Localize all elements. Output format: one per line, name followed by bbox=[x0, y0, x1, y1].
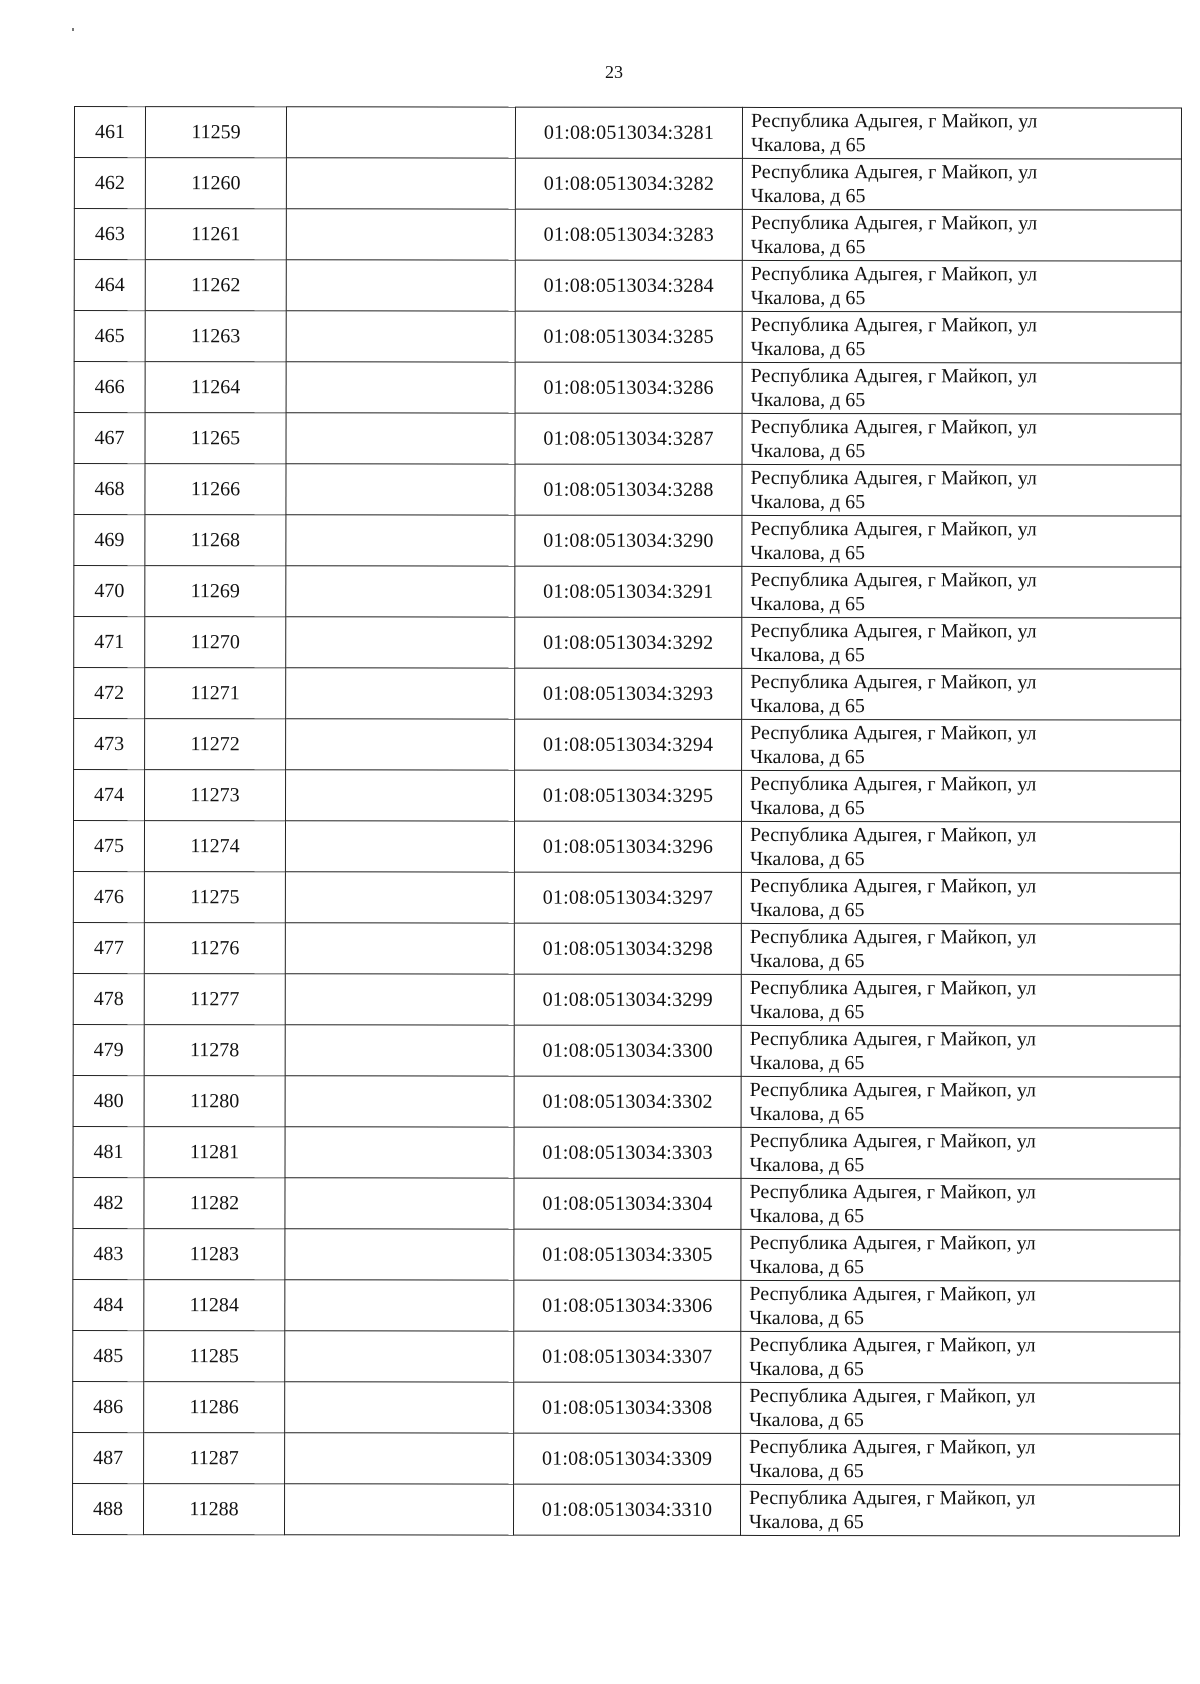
row-number-cell: 480 bbox=[73, 1075, 144, 1126]
address-line-1: Республика Адыгея, г Майкоп, ул bbox=[749, 1333, 1036, 1357]
row-number-cell: 488 bbox=[73, 1483, 144, 1534]
cadastral-number-cell: 01:08:0513034:3283 bbox=[515, 209, 742, 260]
address-cell bbox=[741, 923, 1180, 975]
row-number-cell: 476 bbox=[73, 871, 144, 922]
object-id-cell: 11271 bbox=[145, 668, 286, 719]
address-cell bbox=[742, 464, 1181, 516]
empty-cell bbox=[285, 1076, 514, 1127]
address-line-1: Республика Адыгея, г Майкоп, ул bbox=[749, 925, 1037, 949]
address-cell bbox=[742, 719, 1181, 771]
address-cell bbox=[741, 974, 1180, 1026]
table-row bbox=[74, 413, 1181, 466]
cadastral-number-cell: 01:08:0513034:3302 bbox=[514, 1076, 741, 1127]
address-cell bbox=[741, 1178, 1180, 1230]
address-cell bbox=[742, 362, 1181, 414]
address-line-1: Республика Адыгея, г Майкоп, ул bbox=[750, 670, 1037, 694]
object-id-cell: 11276 bbox=[144, 923, 285, 974]
address-cell bbox=[742, 260, 1181, 312]
registry-table-body bbox=[73, 107, 1182, 1537]
cadastral-number-cell: 01:08:0513034:3295 bbox=[515, 770, 742, 821]
table-row bbox=[73, 973, 1180, 1026]
address-line-1: Республика Адыгея, г Майкоп, ул bbox=[749, 874, 1037, 898]
address-line-2: Чкалова, д 65 bbox=[749, 1051, 865, 1075]
address-line-2: Чкалова, д 65 bbox=[750, 643, 865, 667]
object-id-cell: 11283 bbox=[144, 1229, 285, 1280]
cadastral-number-cell: 01:08:0513034:3296 bbox=[514, 821, 741, 872]
empty-cell bbox=[286, 668, 515, 719]
empty-cell bbox=[286, 515, 515, 566]
object-id-cell: 11284 bbox=[144, 1280, 285, 1331]
object-id-cell: 11265 bbox=[145, 413, 286, 464]
cadastral-number-cell: 01:08:0513034:3281 bbox=[515, 107, 742, 158]
address-line-2: Чкалова, д 65 bbox=[749, 1000, 865, 1024]
address-line-2: Чкалова, д 65 bbox=[750, 184, 866, 208]
address-line-2: Чкалова, д 65 bbox=[750, 694, 865, 718]
cadastral-number-cell: 01:08:0513034:3307 bbox=[514, 1331, 741, 1382]
object-id-cell: 11282 bbox=[144, 1178, 285, 1229]
address-line-2: Чкалова, д 65 bbox=[749, 1459, 864, 1483]
address-line-1: Республика Адыгея, г Майкоп, ул bbox=[749, 1486, 1036, 1510]
row-number-cell: 483 bbox=[73, 1228, 144, 1279]
cadastral-number-cell: 01:08:0513034:3294 bbox=[515, 719, 742, 770]
row-number-cell: 469 bbox=[74, 515, 145, 566]
registry-table bbox=[72, 106, 1182, 1537]
empty-cell bbox=[286, 311, 515, 362]
empty-cell bbox=[286, 770, 515, 821]
cadastral-number-cell: 01:08:0513034:3299 bbox=[514, 974, 741, 1025]
empty-cell bbox=[285, 821, 514, 872]
cadastral-number-cell: 01:08:0513034:3303 bbox=[514, 1127, 741, 1178]
object-id-cell: 11274 bbox=[144, 821, 285, 872]
address-cell bbox=[741, 821, 1180, 873]
object-id-cell: 11270 bbox=[145, 617, 286, 668]
address-line-1: Республика Адыгея, г Майкоп, ул bbox=[750, 109, 1038, 133]
address-cell bbox=[742, 668, 1181, 720]
empty-cell bbox=[286, 209, 515, 260]
empty-cell bbox=[286, 719, 515, 770]
cadastral-number-cell: 01:08:0513034:3305 bbox=[514, 1229, 741, 1280]
cadastral-number-cell: 01:08:0513034:3304 bbox=[514, 1178, 741, 1229]
table-row bbox=[73, 1483, 1180, 1536]
address-cell bbox=[742, 515, 1181, 567]
table-row bbox=[74, 566, 1181, 619]
empty-cell bbox=[285, 923, 514, 974]
address-line-1: Республика Адыгея, г Майкоп, ул bbox=[750, 262, 1038, 286]
empty-cell bbox=[286, 617, 515, 668]
address-line-1: Республика Адыгея, г Майкоп, ул bbox=[750, 415, 1037, 439]
empty-cell bbox=[285, 1433, 514, 1484]
table-row bbox=[73, 871, 1180, 924]
cadastral-number-cell: 01:08:0513034:3285 bbox=[515, 311, 742, 362]
object-id-cell: 11259 bbox=[145, 107, 286, 158]
table-row bbox=[74, 209, 1181, 262]
address-line-1: Республика Адыгея, г Майкоп, ул bbox=[749, 976, 1037, 1000]
object-id-cell: 11260 bbox=[145, 158, 286, 209]
row-number-cell: 465 bbox=[74, 311, 145, 362]
table-row bbox=[73, 1024, 1180, 1077]
table-row bbox=[74, 107, 1181, 160]
row-number-cell: 481 bbox=[73, 1126, 144, 1177]
table-row bbox=[74, 362, 1181, 415]
row-number-cell: 464 bbox=[74, 260, 145, 311]
row-number-cell: 468 bbox=[74, 464, 145, 515]
address-line-1: Республика Адыгея, г Майкоп, ул bbox=[750, 517, 1037, 541]
address-line-1: Республика Адыгея, г Майкоп, ул bbox=[750, 466, 1037, 490]
object-id-cell: 11281 bbox=[144, 1127, 285, 1178]
address-line-2: Чкалова, д 65 bbox=[750, 286, 866, 310]
address-line-1: Республика Адыгея, г Майкоп, ул bbox=[750, 313, 1038, 337]
address-cell bbox=[741, 1331, 1180, 1383]
address-line-2: Чкалова, д 65 bbox=[750, 388, 866, 412]
empty-cell bbox=[286, 413, 515, 464]
table-row bbox=[73, 1126, 1180, 1179]
cadastral-number-cell: 01:08:0513034:3287 bbox=[515, 413, 742, 464]
address-line-2: Чкалова, д 65 bbox=[749, 1204, 865, 1228]
cadastral-number-cell: 01:08:0513034:3300 bbox=[514, 1025, 741, 1076]
object-id-cell: 11286 bbox=[144, 1382, 285, 1433]
table-row bbox=[74, 311, 1181, 364]
row-number-cell: 461 bbox=[74, 107, 145, 158]
address-line-1: Республика Адыгея, г Майкоп, ул bbox=[750, 721, 1037, 745]
cadastral-number-cell: 01:08:0513034:3308 bbox=[514, 1382, 741, 1433]
object-id-cell: 11262 bbox=[145, 260, 286, 311]
address-cell bbox=[741, 1127, 1180, 1179]
row-number-cell: 486 bbox=[73, 1381, 144, 1432]
address-line-1: Республика Адыгея, г Майкоп, ул bbox=[749, 1384, 1036, 1408]
cadastral-number-cell: 01:08:0513034:3297 bbox=[514, 872, 741, 923]
object-id-cell: 11275 bbox=[144, 872, 285, 923]
table-row bbox=[74, 158, 1181, 211]
cadastral-number-cell: 01:08:0513034:3310 bbox=[514, 1484, 741, 1535]
address-line-2: Чкалова, д 65 bbox=[749, 898, 865, 922]
address-line-2: Чкалова, д 65 bbox=[749, 847, 865, 871]
empty-cell bbox=[286, 362, 515, 413]
row-number-cell: 478 bbox=[73, 973, 144, 1024]
table-row bbox=[73, 1330, 1180, 1383]
empty-cell bbox=[285, 872, 514, 923]
table-row bbox=[73, 1381, 1180, 1434]
address-cell bbox=[742, 413, 1181, 465]
row-number-cell: 479 bbox=[73, 1024, 144, 1075]
address-cell bbox=[741, 1076, 1180, 1128]
empty-cell bbox=[285, 1127, 514, 1178]
empty-cell bbox=[286, 566, 515, 617]
address-line-1: Республика Адыгея, г Майкоп, ул bbox=[749, 823, 1037, 847]
address-cell bbox=[742, 209, 1181, 261]
address-line-1: Республика Адыгея, г Майкоп, ул bbox=[750, 568, 1037, 592]
row-number-cell: 462 bbox=[74, 158, 145, 209]
address-line-1: Республика Адыгея, г Майкоп, ул bbox=[750, 772, 1037, 796]
address-line-2: Чкалова, д 65 bbox=[749, 1255, 865, 1279]
table-row bbox=[74, 464, 1181, 517]
empty-cell bbox=[286, 107, 515, 158]
object-id-cell: 11278 bbox=[144, 1025, 285, 1076]
object-id-cell: 11280 bbox=[144, 1076, 285, 1127]
empty-cell bbox=[285, 1331, 514, 1382]
address-line-2: Чкалова, д 65 bbox=[749, 1306, 865, 1330]
table-row bbox=[74, 617, 1181, 670]
empty-cell bbox=[285, 1484, 514, 1535]
row-number-cell: 470 bbox=[74, 566, 145, 617]
address-line-1: Республика Адыгея, г Майкоп, ул bbox=[749, 1129, 1036, 1153]
empty-cell bbox=[286, 464, 515, 515]
table-row bbox=[74, 719, 1181, 772]
object-id-cell: 11269 bbox=[145, 566, 286, 617]
row-number-cell: 471 bbox=[74, 617, 145, 668]
object-id-cell: 11268 bbox=[145, 515, 286, 566]
address-cell bbox=[741, 1382, 1180, 1434]
table-row bbox=[73, 1075, 1180, 1128]
table-row bbox=[74, 668, 1181, 721]
address-line-2: Чкалова, д 65 bbox=[749, 1510, 864, 1534]
page-number: 23 bbox=[605, 62, 623, 82]
address-line-2: Чкалова, д 65 bbox=[750, 235, 866, 259]
empty-cell bbox=[285, 974, 514, 1025]
address-line-1: Республика Адыгея, г Майкоп, ул bbox=[750, 211, 1038, 235]
scan-speck bbox=[72, 28, 74, 31]
cadastral-number-cell: 01:08:0513034:3291 bbox=[515, 566, 742, 617]
address-line-2: Чкалова, д 65 bbox=[750, 337, 866, 361]
table-row bbox=[73, 1279, 1180, 1332]
object-id-cell: 11263 bbox=[145, 311, 286, 362]
address-line-2: Чкалова, д 65 bbox=[750, 490, 866, 514]
object-id-cell: 11261 bbox=[145, 209, 286, 260]
address-cell bbox=[742, 566, 1181, 618]
address-line-1: Республика Адыгея, г Майкоп, ул bbox=[749, 1435, 1036, 1459]
cadastral-number-cell: 01:08:0513034:3306 bbox=[514, 1280, 741, 1331]
cadastral-number-cell: 01:08:0513034:3290 bbox=[515, 515, 742, 566]
address-line-2: Чкалова, д 65 bbox=[750, 796, 865, 820]
cadastral-number-cell: 01:08:0513034:3292 bbox=[515, 617, 742, 668]
empty-cell bbox=[286, 260, 515, 311]
table-row bbox=[73, 922, 1180, 975]
cadastral-number-cell: 01:08:0513034:3288 bbox=[515, 464, 742, 515]
object-id-cell: 11272 bbox=[145, 719, 286, 770]
address-line-2: Чкалова, д 65 bbox=[750, 439, 866, 463]
address-line-1: Республика Адыгея, г Майкоп, ул bbox=[749, 1027, 1037, 1051]
empty-cell bbox=[285, 1178, 514, 1229]
row-number-cell: 475 bbox=[73, 821, 144, 872]
address-cell bbox=[742, 107, 1181, 159]
table-row bbox=[74, 770, 1181, 823]
address-line-1: Республика Адыгея, г Майкоп, ул bbox=[750, 160, 1038, 184]
address-line-2: Чкалова, д 65 bbox=[749, 1357, 864, 1381]
cadastral-number-cell: 01:08:0513034:3286 bbox=[515, 362, 742, 413]
address-cell bbox=[741, 1484, 1180, 1536]
object-id-cell: 11288 bbox=[144, 1484, 285, 1535]
object-id-cell: 11266 bbox=[145, 464, 286, 515]
address-line-2: Чкалова, д 65 bbox=[749, 1102, 865, 1126]
row-number-cell: 482 bbox=[73, 1177, 144, 1228]
address-line-1: Республика Адыгея, г Майкоп, ул bbox=[750, 619, 1037, 643]
address-line-2: Чкалова, д 65 bbox=[749, 949, 865, 973]
address-cell bbox=[742, 770, 1181, 822]
address-cell bbox=[742, 158, 1181, 210]
object-id-cell: 11277 bbox=[144, 974, 285, 1025]
empty-cell bbox=[285, 1025, 514, 1076]
address-cell bbox=[742, 617, 1181, 669]
empty-cell bbox=[285, 1280, 514, 1331]
row-number-cell: 484 bbox=[73, 1279, 144, 1330]
empty-cell bbox=[285, 1229, 514, 1280]
address-line-2: Чкалова, д 65 bbox=[750, 592, 866, 616]
object-id-cell: 11264 bbox=[145, 362, 286, 413]
address-cell bbox=[742, 311, 1181, 363]
empty-cell bbox=[285, 1382, 514, 1433]
address-line-2: Чкалова, д 65 bbox=[750, 133, 866, 157]
table-row bbox=[73, 1432, 1180, 1485]
address-line-1: Республика Адыгея, г Майкоп, ул bbox=[749, 1180, 1036, 1204]
table-row bbox=[74, 515, 1181, 568]
table-row bbox=[73, 821, 1180, 874]
cadastral-number-cell: 01:08:0513034:3293 bbox=[515, 668, 742, 719]
row-number-cell: 474 bbox=[74, 770, 145, 821]
row-number-cell: 485 bbox=[73, 1330, 144, 1381]
cadastral-number-cell: 01:08:0513034:3298 bbox=[514, 923, 741, 974]
object-id-cell: 11287 bbox=[144, 1433, 285, 1484]
address-line-2: Чкалова, д 65 bbox=[750, 745, 865, 769]
address-line-2: Чкалова, д 65 bbox=[750, 541, 866, 565]
row-number-cell: 473 bbox=[74, 719, 145, 770]
address-cell bbox=[741, 872, 1180, 924]
empty-cell bbox=[286, 158, 515, 209]
address-cell bbox=[741, 1280, 1180, 1332]
address-cell bbox=[741, 1229, 1180, 1281]
row-number-cell: 467 bbox=[74, 413, 145, 464]
table-row bbox=[74, 260, 1181, 313]
address-line-1: Республика Адыгея, г Майкоп, ул bbox=[749, 1282, 1036, 1306]
row-number-cell: 463 bbox=[74, 209, 145, 260]
row-number-cell: 487 bbox=[73, 1432, 144, 1483]
row-number-cell: 466 bbox=[74, 362, 145, 413]
cadastral-number-cell: 01:08:0513034:3309 bbox=[514, 1433, 741, 1484]
object-id-cell: 11285 bbox=[144, 1331, 285, 1382]
address-cell bbox=[741, 1433, 1180, 1485]
address-line-1: Республика Адыгея, г Майкоп, ул bbox=[750, 364, 1037, 388]
address-line-2: Чкалова, д 65 bbox=[749, 1408, 864, 1432]
row-number-cell: 477 bbox=[73, 922, 144, 973]
row-number-cell: 472 bbox=[74, 668, 145, 719]
address-line-1: Республика Адыгея, г Майкоп, ул bbox=[749, 1078, 1037, 1102]
address-cell bbox=[741, 1025, 1180, 1077]
table-row bbox=[73, 1228, 1180, 1281]
address-line-2: Чкалова, д 65 bbox=[749, 1153, 865, 1177]
table-row bbox=[73, 1177, 1180, 1230]
object-id-cell: 11273 bbox=[145, 770, 286, 821]
address-line-1: Республика Адыгея, г Майкоп, ул bbox=[749, 1231, 1036, 1255]
cadastral-number-cell: 01:08:0513034:3282 bbox=[515, 158, 742, 209]
cadastral-number-cell: 01:08:0513034:3284 bbox=[515, 260, 742, 311]
